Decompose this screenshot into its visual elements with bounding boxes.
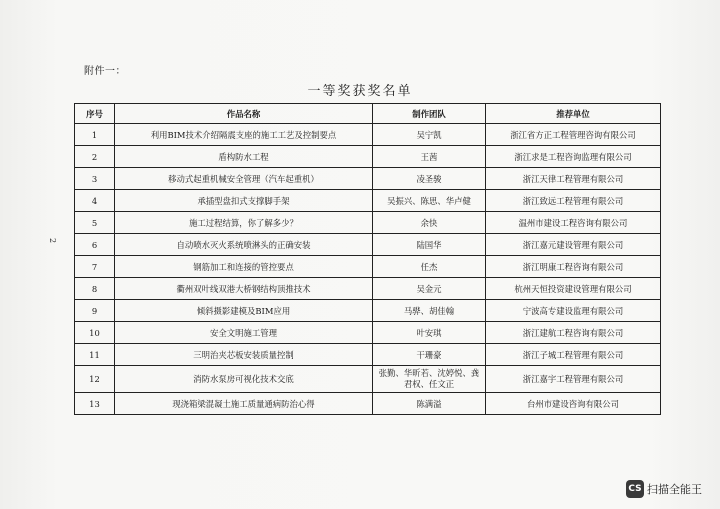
cell-team: 马骅、胡佳翰 xyxy=(373,300,486,322)
cell-unit: 浙江嘉元建设管理有限公司 xyxy=(486,234,661,256)
table-row xyxy=(75,234,661,256)
cell-no: 12 xyxy=(75,366,115,393)
cell-no: 13 xyxy=(75,393,115,415)
cell-no: 1 xyxy=(75,124,115,146)
cell-work: 衢州双叶线双港大桥钢结构顶推技术 xyxy=(115,278,373,300)
cell-work: 利用BIM技术介绍隔震支座的施工工艺及控制要点 xyxy=(115,124,373,146)
cell-work: 消防水泵房可视化技术交底 xyxy=(115,366,373,393)
cell-unit: 杭州天恒投资建设管理有限公司 xyxy=(486,278,661,300)
cell-work: 盾构防水工程 xyxy=(115,146,373,168)
cell-no: 2 xyxy=(75,146,115,168)
table-row xyxy=(75,190,661,212)
header-team: 制作团队 xyxy=(373,104,486,124)
cell-unit: 浙江嘉宇工程管理有限公司 xyxy=(486,366,661,393)
cell-no: 10 xyxy=(75,322,115,344)
table-row xyxy=(75,278,661,300)
cell-unit: 浙江求是工程咨询监理有限公司 xyxy=(486,146,661,168)
table-row xyxy=(75,256,661,278)
cell-unit: 浙江建航工程咨询有限公司 xyxy=(486,322,661,344)
scanner-watermark xyxy=(626,480,702,498)
cell-team: 陆国华 xyxy=(373,234,486,256)
cell-unit: 浙江致远工程管理有限公司 xyxy=(486,190,661,212)
table-row xyxy=(75,393,661,415)
side-page-number: 2 xyxy=(48,237,58,244)
cell-team: 张勤、华昕若、沈婷悦、龚君权、任文正 xyxy=(373,366,486,393)
table-header-row xyxy=(75,104,661,124)
table-row xyxy=(75,366,661,393)
cell-no: 8 xyxy=(75,278,115,300)
table-row xyxy=(75,168,661,190)
cell-team: 吴振兴、陈思、华卢健 xyxy=(373,190,486,212)
cell-unit: 浙江子城工程管理有限公司 xyxy=(486,344,661,366)
table-row xyxy=(75,146,661,168)
header-unit: 推荐单位 xyxy=(486,104,661,124)
cell-work: 钢筋加工和连接的管控要点 xyxy=(115,256,373,278)
header-no: 序号 xyxy=(75,104,115,124)
cell-no: 7 xyxy=(75,256,115,278)
cell-unit: 温州市建设工程咨询有限公司 xyxy=(486,212,661,234)
cell-unit: 浙江天律工程管理有限公司 xyxy=(486,168,661,190)
header-work: 作品名称 xyxy=(115,104,373,124)
cell-work: 施工过程结算，你了解多少？ xyxy=(115,212,373,234)
cell-team: 陈满溢 xyxy=(373,393,486,415)
cell-team: 凌圣骏 xyxy=(373,168,486,190)
scanner-watermark-text: 扫描全能王 xyxy=(647,483,702,496)
cell-work: 倾斜摄影建模及BIM应用 xyxy=(115,300,373,322)
cell-unit: 浙江明康工程咨询有限公司 xyxy=(486,256,661,278)
cell-team: 吴宁凯 xyxy=(373,124,486,146)
cell-team: 干珊豪 xyxy=(373,344,486,366)
cell-work: 三明治夹芯板安装质量控制 xyxy=(115,344,373,366)
cell-no: 3 xyxy=(75,168,115,190)
cell-no: 5 xyxy=(75,212,115,234)
cell-team: 任杰 xyxy=(373,256,486,278)
cell-no: 11 xyxy=(75,344,115,366)
cell-unit: 台州市建设咨询有限公司 xyxy=(486,393,661,415)
cell-team: 叶安琪 xyxy=(373,322,486,344)
cell-work: 安全文明施工管理 xyxy=(115,322,373,344)
table-row xyxy=(75,300,661,322)
cell-unit: 宁波高专建设监理有限公司 xyxy=(486,300,661,322)
cell-no: 4 xyxy=(75,190,115,212)
cell-work: 承插型盘扣式支撑脚手架 xyxy=(115,190,373,212)
table-row xyxy=(75,212,661,234)
table-row xyxy=(75,344,661,366)
scanner-logo-icon: CS xyxy=(626,480,644,498)
table-row xyxy=(75,124,661,146)
cell-team: 吴金元 xyxy=(373,278,486,300)
cell-unit: 浙江省方正工程管理咨询有限公司 xyxy=(486,124,661,146)
cell-team: 余快 xyxy=(373,212,486,234)
attachment-label: 附件一： xyxy=(84,66,126,77)
page-title: 一等奖获奖名单 xyxy=(307,84,413,99)
cell-work: 现浇箱梁混凝土施工质量通病防治心得 xyxy=(115,393,373,415)
cell-team: 王茜 xyxy=(373,146,486,168)
cell-no: 9 xyxy=(75,300,115,322)
cell-work: 移动式起重机械安全管理（汽车起重机） xyxy=(115,168,373,190)
table-row xyxy=(75,322,661,344)
cell-work: 自动喷水灭火系统喷淋头的正确安装 xyxy=(115,234,373,256)
award-table xyxy=(74,103,661,415)
cell-no: 6 xyxy=(75,234,115,256)
